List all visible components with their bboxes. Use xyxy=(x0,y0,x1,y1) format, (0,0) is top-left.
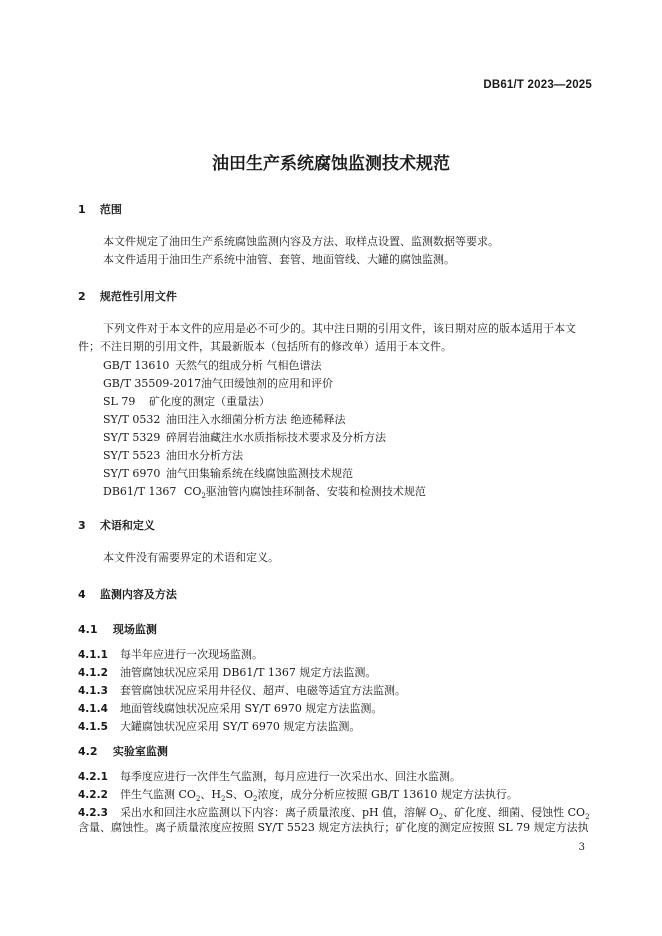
clause xyxy=(78,646,263,662)
section-number: 4 xyxy=(78,588,86,601)
reference-title: 油田水分析方法 xyxy=(166,449,243,462)
reference-item xyxy=(103,375,333,391)
clause-text: 套管腐蚀状况应采用井径仪、超声、电磁等适宜方法监测。 xyxy=(120,684,406,697)
clause-text: 每半年应进行一次现场监测。 xyxy=(120,648,263,661)
clause xyxy=(78,682,406,698)
clause-text: 大罐腐蚀状况应采用 SY/T 6970 规定方法监测。 xyxy=(120,720,361,733)
clause-continuation: 含量、腐蚀性。离子质量浓度应按照 SY/T 5523 规定方法执行；矿化度的测定应按照 SL 79 规定方法执 xyxy=(78,821,589,834)
paragraph: 本文件规定了油田生产系统腐蚀监测内容及方法、取样点设置、监测数据等要求。 xyxy=(103,235,499,248)
reference-item xyxy=(103,411,346,427)
clause xyxy=(78,700,382,716)
section-number: 3 xyxy=(78,519,86,532)
clause xyxy=(78,786,518,803)
document-code: DB61/T 2023—2025 xyxy=(483,79,592,91)
reference-title: 矿化度的测定（重量法） xyxy=(149,395,270,408)
reference-code: SY/T 5523 xyxy=(103,449,161,462)
reference-code: SY/T 6970 xyxy=(103,467,161,480)
subsection-number: 4.1 xyxy=(78,623,98,636)
clause xyxy=(78,768,461,784)
subsection-4-1-heading xyxy=(78,621,157,637)
clause xyxy=(78,804,590,821)
reference-code: SY/T 0532 xyxy=(103,413,161,426)
section-title: 监测内容及方法 xyxy=(99,588,177,601)
reference-code: SY/T 5329 xyxy=(103,431,161,444)
section-number: 2 xyxy=(78,290,86,303)
reference-title: 碎屑岩油藏注水水质指标技术要求及分析方法 xyxy=(166,431,386,444)
paragraph: 本文件适用于油田生产系统中油管、套管、地面管线、大罐的腐蚀监测。 xyxy=(103,253,455,266)
reference-title: 油气田缓蚀剂的应用和评价 xyxy=(201,377,333,390)
clause-number: 4.1.3 xyxy=(78,685,108,697)
subsection-4-2-heading xyxy=(78,743,168,759)
clause-number: 4.2.3 xyxy=(78,807,108,819)
reference-title: 油气田集输系统在线腐蚀监测技术规范 xyxy=(166,467,353,480)
section-4-heading xyxy=(78,586,177,602)
reference-code: GB/T 13610 xyxy=(103,359,170,372)
section-title: 术语和定义 xyxy=(99,519,155,532)
paragraph: 下列文件对于本文件的应用是必不可少的。其中注日期的引用文件，该日期对应的版本适用于本文 xyxy=(103,322,576,335)
reference-title: 天然气的组成分析 气相色谱法 xyxy=(175,359,322,372)
clause xyxy=(78,718,360,734)
clause-text: 油管腐蚀状况应采用 DB61/T 1367 规定方法监测。 xyxy=(120,666,377,679)
page-number: 3 xyxy=(578,842,585,853)
clause-text: 地面管线腐蚀状况应采用 SY/T 6970 规定方法监测。 xyxy=(120,702,383,715)
reference-item xyxy=(103,447,243,463)
reference-title: 油田注入水细菌分析方法 绝迹稀释法 xyxy=(166,413,346,426)
page-title: 油田生产系统腐蚀监测技术规范 xyxy=(212,154,450,174)
reference-item xyxy=(103,465,353,481)
reference-item xyxy=(103,393,270,409)
clause-text: 采出水和回注水应监测以下内容：离子质量浓度、pH 值，溶解 $O_2$、矿化度、细菌、侵蚀性 $CO_2$ xyxy=(120,806,590,822)
clause-text: 伴生气监测 $CO_2$、$H_2S$、$O_2$浓度，成分分析应按照 GB/T 13610 规定方法执行。 xyxy=(120,788,518,804)
section-2-heading xyxy=(78,288,177,304)
reference-title: $CO_2$驱油管内腐蚀挂环制备、安装和检测技术规范 xyxy=(184,485,426,501)
clause-number: 4.2.2 xyxy=(78,789,108,801)
reference-item xyxy=(103,429,386,445)
clause-number: 4.1.4 xyxy=(78,703,108,715)
clause-number: 4.2.1 xyxy=(78,771,108,783)
reference-item xyxy=(103,483,426,500)
subsection-title: 实验室监测 xyxy=(112,745,168,758)
reference-code: SL 79 xyxy=(103,395,136,408)
section-title: 规范性引用文件 xyxy=(99,290,177,303)
subsection-number: 4.2 xyxy=(78,745,98,758)
reference-item xyxy=(103,357,322,373)
section-title: 范围 xyxy=(99,203,122,216)
paragraph: 本文件没有需要界定的术语和定义。 xyxy=(103,551,279,564)
reference-code: DB61/T 1367 xyxy=(103,485,177,498)
clause-number: 4.1.5 xyxy=(78,721,108,733)
reference-code: GB/T 35509-2017 xyxy=(103,377,202,390)
clause xyxy=(78,664,376,680)
section-number: 1 xyxy=(78,203,86,216)
subsection-title: 现场监测 xyxy=(112,623,157,636)
paragraph: 件；不注日期的引用文件，其最新版本（包括所有的修改单）适用于本文件。 xyxy=(78,340,452,353)
clause-number: 4.1.2 xyxy=(78,667,108,679)
section-3-heading xyxy=(78,517,155,533)
clause-text: 每季度应进行一次伴生气监测，每月应进行一次采出水、回注水监测。 xyxy=(120,770,461,783)
section-1-heading xyxy=(78,201,122,217)
clause-number: 4.1.1 xyxy=(78,649,108,661)
